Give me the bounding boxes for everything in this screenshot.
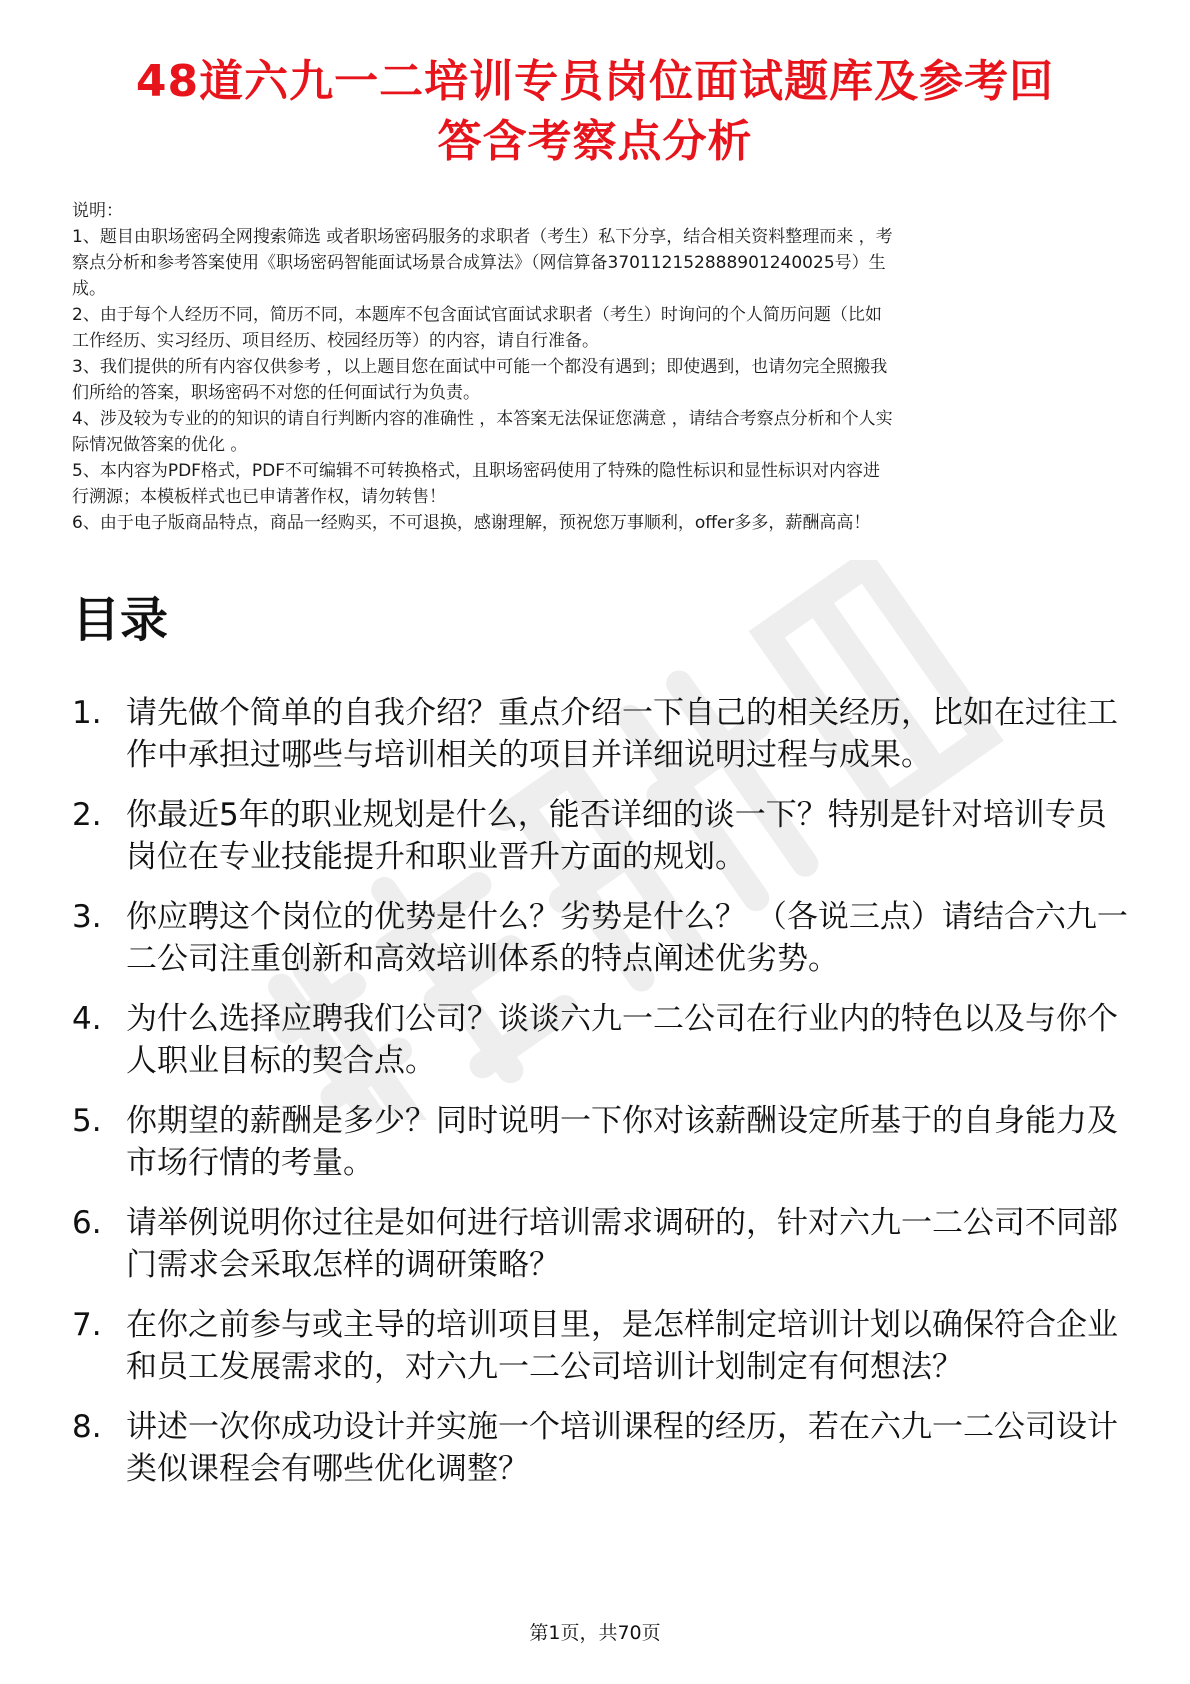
toc-item-number: 3. [72,899,102,935]
toc-item-text: 你最近5年的职业规划是什么，能否详细的谈一下？特别是针对培训专员岗位在专业技能提升和职业晋升方面的规划。 [126,797,1107,875]
toc-item[interactable] [72,1100,1132,1184]
toc-item[interactable] [72,794,1132,878]
note-line: 4、涉及较为专业的的知识的请自行判断内容的准确性 ，本答案无法保证您满意 ，请结合考察点分析和个人实 [72,409,893,429]
toc-heading: 目录 [72,592,169,648]
toc-item-text: 讲述一次你成功设计并实施一个培训课程的经历，若在六九一二公司设计类似课程会有哪些优化调整？ [126,1409,1118,1487]
toc-item[interactable] [72,998,1132,1082]
note-line: 们所给的答案，职场密码不对您的任何面试行为负责。 [72,383,480,403]
toc-item[interactable] [72,1304,1132,1388]
notes-section [72,198,1122,536]
toc-item-number: 5. [72,1103,102,1139]
toc-item-number: 4. [72,1001,102,1037]
note-line: 2、由于每个人经历不同，简历不同，本题库不包含面试官面试求职者（考生）时询问的个人简历问题（比如 [72,305,882,325]
toc-item-number: 2. [72,797,102,833]
toc-item-text: 你期望的薪酬是多少？同时说明一下你对该薪酬设定所基于的自身能力及市场行情的考量。 [126,1103,1118,1181]
toc-item-number: 1. [72,695,102,731]
toc-item-number: 7. [72,1307,102,1343]
toc-item[interactable] [72,1406,1132,1490]
note-line: 1、题目由职场密码全网搜索筛选 或者职场密码服务的求职者（考生）私下分享，结合相关资料整理而来 ，考 [72,227,893,247]
note-line: 5、本内容为PDF格式，PDF不可编辑不可转换格式，且职场密码使用了特殊的隐性标识和显性标识对内容进 [72,461,881,481]
note-line: 6、由于电子版商品特点，商品一经购买，不可退换，感谢理解，预祝您万事顺利，offer多多，薪酬高高！ [72,513,871,533]
toc-item[interactable] [72,896,1132,980]
toc-list [72,692,1132,1508]
toc-item[interactable] [72,1202,1132,1286]
title-line-1: 48道六九一二培训专员岗位面试题库及参考回 [135,56,1055,107]
notes-heading: 说明： [72,201,123,221]
toc-item-number: 6. [72,1205,102,1241]
note-line: 3、我们提供的所有内容仅供参考 ，以上题目您在面试中可能一个都没有遇到；即使遇到，也请勿完全照搬我 [72,357,888,377]
toc-item-text: 请先做个简单的自我介绍？重点介绍一下自己的相关经历，比如在过往工作中承担过哪些与培训相关的项目并详细说明过程与成果。 [126,695,1118,773]
document-title [60,52,1130,172]
page-footer: 第1页，共70页 [529,1622,661,1644]
toc-item-text: 你应聘这个岗位的优势是什么？劣势是什么？ （各说三点）请结合六九一二公司注重创新和高效培训体系的特点阐述优劣势。 [126,899,1128,977]
note-line: 察点分析和参考答案使用《职场密码智能面试场景合成算法》（网信算备370112152888901240025号）生 [72,253,886,273]
note-line: 行溯源；本模板样式也已申请著作权，请勿转售！ [72,487,446,507]
note-line: 际情况做答案的优化 。 [72,435,248,455]
note-line: 成。 [72,279,106,299]
toc-item-number: 8. [72,1409,102,1445]
note-line: 工作经历、实习经历、项目经历、校园经历等）的内容，请自行准备。 [72,331,599,351]
toc-item[interactable] [72,692,1132,776]
toc-item-text: 在你之前参与或主导的培训项目里，是怎样制定培训计划以确保符合企业和员工发展需求的，对六九一二公司培训计划制定有何想法？ [126,1307,1118,1385]
toc-item-text: 为什么选择应聘我们公司？谈谈六九一二公司在行业内的特色以及与你个人职业目标的契合点。 [126,1001,1118,1079]
toc-item-text: 请举例说明你过往是如何进行培训需求调研的，针对六九一二公司不同部门需求会采取怎样的调研策略？ [126,1205,1118,1283]
title-line-2: 答含考察点分析 [437,116,753,167]
